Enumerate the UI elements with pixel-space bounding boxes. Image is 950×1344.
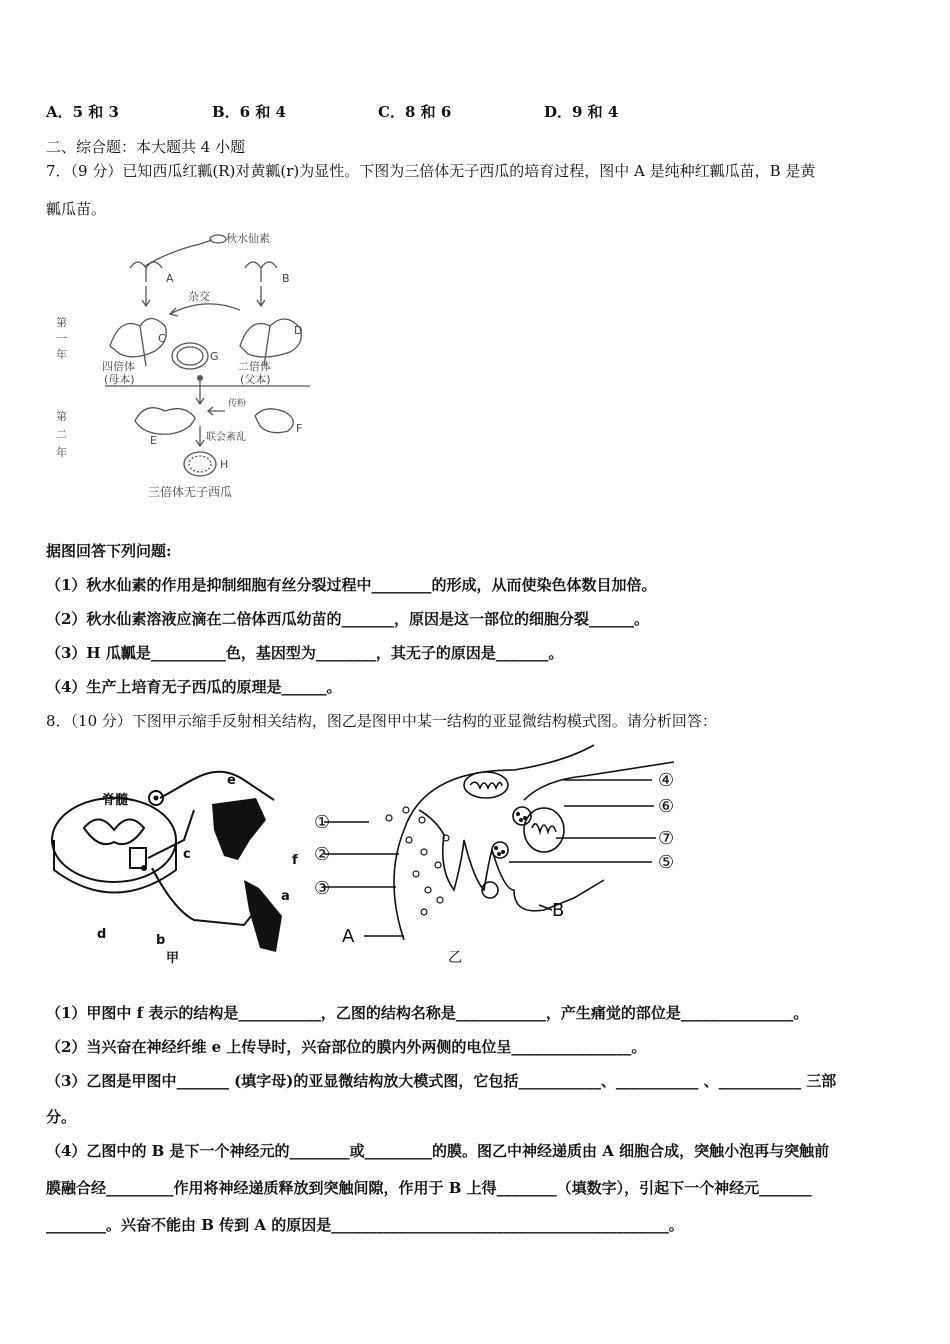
label-b-yi: B xyxy=(552,900,565,921)
q8-sub4-line3: ________。兴奋不能由 B 传到 A 的原因是_____________________________________________。 xyxy=(46,1216,684,1234)
option-a[interactable]: A．5 和 3 xyxy=(46,103,119,121)
plant-e-icon xyxy=(135,408,195,435)
q8-sub3-line2: 分。 xyxy=(46,1108,77,1126)
year1-char3: 年 xyxy=(56,348,67,361)
label-b: b xyxy=(156,933,166,948)
q8-sub3-line1: （3）乙图是甲图中_______ (填字母)的亚显微结构放大模式图，它包括___________、___________ 、___________ 三部 xyxy=(46,1072,837,1090)
label-g: G xyxy=(210,350,219,363)
pollination-label: 传粉 xyxy=(228,399,247,409)
q7-prompt: 据图回答下列问题: xyxy=(46,542,172,560)
marker-6: ⑥ xyxy=(658,796,675,817)
diploid-label: 二倍体 xyxy=(238,360,271,373)
triploid-result-label: 三倍体无子西瓜 xyxy=(148,485,233,499)
effector-f-icon xyxy=(212,798,266,860)
option-c[interactable]: C．8 和 6 xyxy=(378,103,452,121)
label-a: a xyxy=(281,889,290,904)
q7-sub1: （1）秋水仙素的作用是抑制细胞有丝分裂过程中________的形成，从而使染色体数目加倍。 xyxy=(46,576,657,594)
q8-sub4-line1: （4）乙图中的 B 是下一个神经元的________或_________的膜。图乙中神经递质由 A 细胞合成，突触小泡再与突触前 xyxy=(46,1142,830,1160)
label-f: f xyxy=(292,853,298,868)
year1-char1: 第 xyxy=(56,316,67,329)
option-b[interactable]: B．6 和 4 xyxy=(212,103,286,121)
q7-sub2: （2）秋水仙素溶液应滴在二倍体西瓜幼苗的_______，原因是这一部位的细胞分裂______。 xyxy=(46,610,649,628)
marker-1: ① xyxy=(314,812,331,833)
marker-3: ③ xyxy=(314,878,331,899)
tetraploid-label: 四倍体 xyxy=(102,360,135,373)
father-label: (父本) xyxy=(240,373,271,386)
watermelon-breeding-diagram xyxy=(50,226,320,506)
marker-4: ④ xyxy=(658,770,675,791)
label-e: e xyxy=(227,773,236,788)
q7-stem-line1: 7．（9 分）已知西瓜红瓤(R)对黄瓤(r)为显性。下图为三倍体无子西瓜的培育过程，图中 A 是纯种红瓤瓜苗，B 是黄 xyxy=(46,162,816,180)
q7-sub3: （3）H 瓜瓤是__________色，基因型为________，其无子的原因是_______。 xyxy=(46,644,564,662)
marker-7: ⑦ xyxy=(658,828,675,849)
label-a-yi: A xyxy=(342,926,355,947)
option-d[interactable]: D．9 和 4 xyxy=(544,103,619,121)
q8-stem: 8．（10 分）下图甲示缩手反射相关结构，图乙是图甲中某一结构的亚显微结构模式图。请分析回答： xyxy=(46,712,717,730)
year2-char2: 二 xyxy=(56,428,67,441)
caption-yi: 乙 xyxy=(448,950,462,966)
reflex-arc-synapse-diagram xyxy=(44,740,704,972)
label-d: d xyxy=(97,927,107,942)
spinal-cord-icon xyxy=(52,798,176,882)
postsynaptic-membrane xyxy=(419,810,604,911)
label-b: B xyxy=(282,272,290,285)
year2-char3: 年 xyxy=(56,446,67,459)
q8-sub2: （2）当兴奋在神经纤维 e 上传导时，兴奋部位的膜内外两侧的电位呈________________。 xyxy=(46,1038,647,1056)
label-c: c xyxy=(183,847,191,862)
label-h: H xyxy=(220,458,229,471)
label-f: F xyxy=(296,422,303,435)
q7-stem-line2: 瓤瓜苗。 xyxy=(46,200,107,218)
year2-char1: 第 xyxy=(56,410,67,423)
section-heading: 二、综合题：本大题共 4 小题 xyxy=(46,138,246,156)
q7-figure xyxy=(50,226,320,506)
cross-label: 杂交 xyxy=(188,290,210,303)
label-d: D xyxy=(294,324,303,337)
year1-char2: 一 xyxy=(56,332,67,345)
plant-d-icon xyxy=(240,319,301,357)
label-a: A xyxy=(166,272,174,285)
plant-f-icon xyxy=(255,409,293,433)
mitochondrion-icon-2 xyxy=(524,808,564,852)
answer-options xyxy=(46,102,618,122)
meiosis-label: 联会紊乱 xyxy=(206,432,246,443)
label-c: C xyxy=(158,332,166,345)
q8-sub4-line2: 膜融合经_________作用将神经递质释放到突触间隙，作用于 B 上得________（填数字），引起下一个神经元_______ xyxy=(46,1179,812,1197)
q8-figure xyxy=(44,740,704,972)
receptor-a-icon xyxy=(244,880,282,952)
label-e: E xyxy=(150,434,157,447)
colchicine-label: 秋水仙素 xyxy=(226,232,270,245)
q7-sub4: （4）生产上培育无子西瓜的原理是______。 xyxy=(46,678,342,696)
mother-label: (母本) xyxy=(104,373,135,386)
seedling-b-icon xyxy=(245,262,277,282)
spinal-cord-label: 脊髓 xyxy=(102,793,129,808)
marker-5: ⑤ xyxy=(658,852,675,873)
q8-sub1: （1）甲图中 f 表示的结构是___________，乙图的结构名称是____________，产生痛觉的部位是_______________。 xyxy=(46,1004,809,1022)
marker-2: ② xyxy=(314,844,331,865)
caption-jia: 甲 xyxy=(166,951,180,966)
